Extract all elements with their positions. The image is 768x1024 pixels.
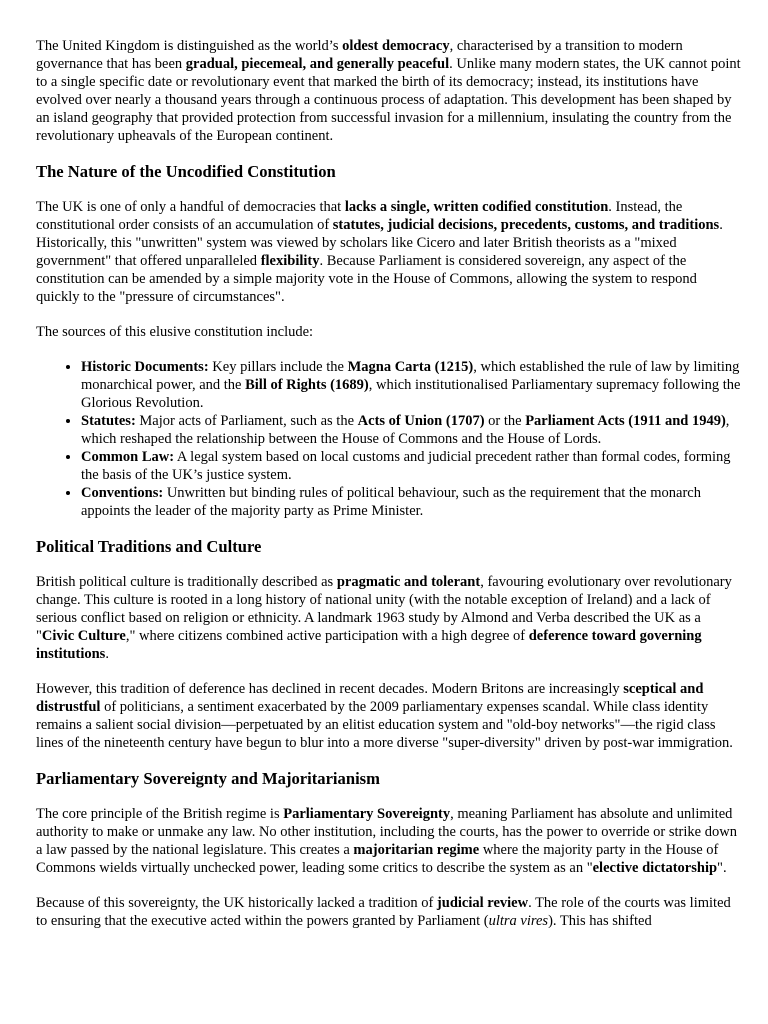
text: Major acts of Parliament, such as the	[135, 413, 358, 429]
bold-text: elective dictatorship	[592, 860, 718, 876]
paragraph	[36, 573, 742, 663]
document-page	[36, 37, 742, 947]
text: ," where citizens combined active participation with a high degree of	[125, 628, 529, 644]
paragraph	[36, 680, 742, 752]
bold-text: Statutes:	[81, 413, 136, 429]
bold-text: Bill of Rights (1689)	[245, 377, 369, 393]
list-item	[81, 448, 742, 484]
text: . Unlike many modern states, the UK cannot point to a single specific date or revolutionary event that marked the birth of its democracy; instead, its institutions have evolved over nearly a thousand years through a continuous process of adaptation. This development has been shaped by an island geography that provided protection from successful invasion for a millennium, insulating the country from the revolutionary upheavals of the European continent.	[36, 56, 741, 144]
bold-text: sceptical and distrustful	[36, 681, 704, 715]
intro-paragraph	[36, 37, 742, 145]
text: , meaning Parliament has absolute and unlimited authority to make or unmake any law. No other institution, including the courts, has the power to override or strike down a law passed by the national legislature. This creates a	[36, 806, 737, 858]
bold-text: statutes, judicial decisions, precedents, customs, and traditions	[332, 217, 720, 233]
text: The core principle of the British regime is	[36, 806, 284, 822]
paragraph	[36, 894, 742, 930]
bold-text: gradual, piecemeal, and generally peaceful	[185, 56, 450, 72]
bold-text: flexibility	[260, 253, 320, 269]
italic-text: ultra vires	[488, 913, 549, 929]
text: The United Kingdom is distinguished as the world’s	[36, 38, 343, 54]
section-heading-sovereignty: Parliamentary Sovereignty and Majoritarianism	[36, 769, 380, 788]
text: . The role of the courts was limited to ensuring that the executive acted within the powers granted by Parliament (	[36, 895, 731, 929]
text: Key pillars include the	[208, 359, 348, 375]
text: , which established the rule of law by limiting monarchical power, and the	[81, 359, 740, 393]
bold-text: majoritarian regime	[353, 842, 480, 858]
bold-text: pragmatic and tolerant	[336, 574, 481, 590]
text: .	[105, 646, 109, 662]
text: or the	[484, 413, 526, 429]
text: However, this tradition of deference has declined in recent decades. Modern Britons are increasingly	[36, 681, 624, 697]
bold-text: lacks a single, written codified constitution	[344, 199, 609, 215]
text: Because of this sovereignty, the UK historically lacked a tradition of	[36, 895, 437, 911]
bold-text: judicial review	[436, 895, 529, 911]
bold-text: Parliament Acts (1911 and 1949)	[525, 413, 726, 429]
text: , favouring evolutionary over revolutionary change. This culture is rooted in a long history of national unity (with the notable exception of Ireland) and a lack of serious conflict based on religion or ethnicity. A landmark 1963 study by Almond and Verba described the UK as a "	[36, 574, 732, 644]
list-item	[81, 412, 742, 448]
text: of politicians, a sentiment exacerbated by the 2009 parliamentary expenses scandal. While class identity remains a salient social division—perpetuated by an elitist education system and "old-boy networks"—the rigid class lines of the nineteenth century have begun to blur into a more diverse "super-diversity" driven by post-war immigration.	[36, 699, 733, 751]
sources-list	[36, 358, 742, 520]
paragraph	[36, 805, 742, 877]
text: where the majority party in the House of Commons wields virtually unchecked power, leading some critics to describe the system as an "	[36, 842, 719, 876]
list-item	[81, 484, 742, 520]
text: , which institutionalised Parliamentary supremacy following the Glorious Revolution.	[81, 377, 741, 411]
section-heading-culture: Political Traditions and Culture	[36, 537, 262, 556]
bold-text: Acts of Union (1707)	[357, 413, 485, 429]
bold-text: deference toward governing institutions	[36, 628, 702, 662]
text: . Historically, this "unwritten" system was viewed by scholars like Cicero and later British theorists as a "mixed government" that offered unparalleled	[36, 217, 723, 269]
list-item	[81, 358, 742, 412]
text: . Because Parliament is considered sovereign, any aspect of the constitution can be amended by a simple majority vote in the House of Commons, allowing the system to respond quickly to the "pressure of circumstances".	[36, 253, 697, 305]
bold-text: Historic Documents:	[81, 359, 209, 375]
text: The UK is one of only a handful of democracies that	[36, 199, 345, 215]
text: , which reshaped the relationship between the House of Commons and the House of Lords.	[81, 413, 730, 447]
bold-text: Civic Culture	[41, 628, 126, 644]
bold-text: oldest democracy	[342, 38, 450, 54]
paragraph: The sources of this elusive constitution include:	[36, 324, 314, 340]
text: . Instead, the constitutional order consists of an accumulation of	[36, 199, 683, 233]
bold-text: Conventions:	[81, 485, 164, 501]
section-heading-constitution: The Nature of the Uncodified Constitution	[36, 162, 336, 181]
text: ".	[717, 860, 727, 876]
text: A legal system based on local customs and judicial precedent rather than formal codes, forming the basis of the UK’s justice system.	[81, 449, 731, 483]
paragraph	[36, 198, 742, 306]
text: , characterised by a transition to modern governance that has been	[36, 38, 683, 72]
bold-text: Parliamentary Sovereignty	[283, 806, 451, 822]
text: British political culture is traditionally described as	[36, 574, 337, 590]
bold-text: Common Law:	[81, 449, 175, 465]
text: ). This has shifted	[548, 913, 652, 929]
bold-text: Magna Carta (1215)	[347, 359, 474, 375]
text: Unwritten but binding rules of political behaviour, such as the requirement that the monarch appoints the leader of the majority party as Prime Minister.	[81, 485, 701, 519]
